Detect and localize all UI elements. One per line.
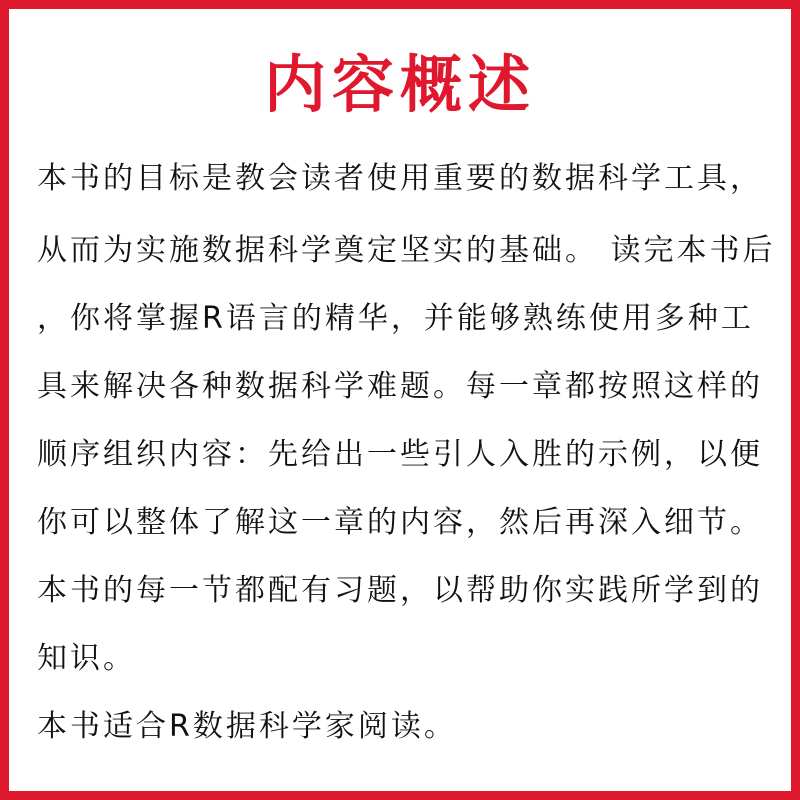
body-line: 本书适合R数据科学家阅读。	[37, 709, 457, 744]
body-line: ，你将掌握R语言的精华，并能够熟练使用多种工	[37, 301, 754, 336]
body-line: 知识。	[37, 641, 136, 676]
body-line: 顺序组织内容：先给出一些引人入胜的示例，以便	[37, 437, 763, 472]
body-line: 具来解决各种数据科学难题。每一章都按照这样的	[37, 369, 763, 404]
body-line: 本书的每一节都配有习题，以帮助你实践所学到的	[37, 573, 763, 608]
body-line: 本书的目标是教会读者使用重要的数据科学工具，	[37, 161, 763, 196]
page-title: 内容概述	[263, 48, 536, 121]
body-line: 你可以整体了解这一章的内容，然后再深入细节。	[37, 505, 763, 540]
body-line: 从而为实施数据科学奠定坚实的基础。 读完本书后	[37, 233, 776, 268]
